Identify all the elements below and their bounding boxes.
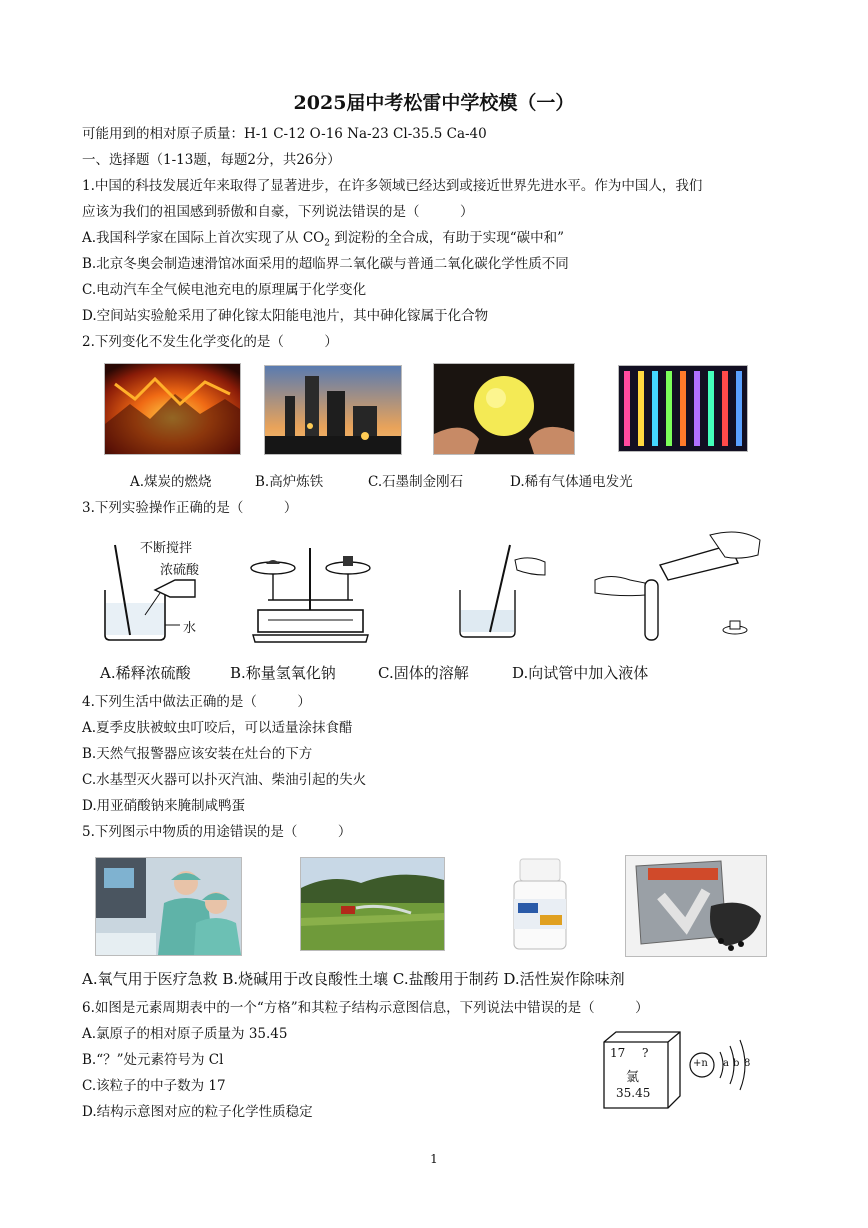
blast-furnace-image [264,365,402,455]
water-label: 水 [183,621,197,636]
q6-stem: 6.如图是元素周期表中的一个“方格”和其粒子结构示意图信息，下列说法中错误的是（ ） [82,1000,649,1016]
soil-field-image [300,857,445,951]
q1-option-b: B.北京冬奥会制造速滑馆冰面采用的超临界二氧化碳与普通二氧化碳化学性质不同 [82,256,569,272]
q2-option-d: D.稀有气体通电发光 [510,474,633,490]
q5-options: A.氧气用于医疗急救 B.烧碱用于改良酸性土壤 C.盐酸用于制药 D.活性炭作除味剂 [82,970,625,988]
q1-option-a: A.我国科学家在国际上首次实现了从 $CO_2$ 到淀粉的全合成，有助于实现“碳中和” [82,230,565,249]
section-heading: 一、选择题（1-13题，每题2分，共26分） [82,152,341,168]
q2-stem: 2.下列变化不发生化学变化的是（ ） [82,334,338,350]
q4-option-b: B.天然气报警器应该安装在灶台的下方 [82,746,313,762]
cell-atomic-number: 17 [610,1046,626,1060]
dissolve-solid-figure [455,540,550,640]
q3-option-c: C.固体的溶解 [378,664,469,682]
q1-option-d: D.空间站实验舱采用了砷化镓太阳能电池片，其中砷化镓属于化合物 [82,308,489,324]
q3-option-b: B.称量氢氧化钠 [230,664,336,682]
neon-lights-image [618,365,748,452]
q1-stem-line1: 1.中国的科技发展近年来取得了显著进步，在许多领域已经达到或接近世界先进水平。作为中国人，我们 [82,178,703,194]
nucleus-charge: +n [693,1058,708,1069]
shell-3-count: 8 [744,1058,751,1069]
q3-option-d: D.向试管中加入液体 [512,664,649,682]
shell-2-count: b [733,1058,740,1069]
q4-option-a: A.夏季皮肤被蚊虫叮咬后，可以适量涂抹食醋 [82,720,353,736]
balance-figure [248,540,373,645]
cell-element-name: 氯 [626,1070,640,1085]
coal-burning-image [104,363,241,455]
q1-option-c: C.电动汽车全气候电池充电的原理属于化学变化 [82,282,367,298]
q2-option-c: C.石墨制金刚石 [368,474,464,490]
dilute-sulfuric-acid-figure [100,535,215,645]
cell-symbol: ? [642,1046,649,1060]
q3-stem: 3.下列实验操作正确的是（ ） [82,500,298,516]
q6-option-b: B.“？”处元素符号为 Cl [82,1052,224,1068]
page-number: 1 [430,1152,438,1166]
acid-label: 浓硫酸 [160,563,200,578]
medical-oxygen-image [95,857,242,956]
q6-option-c: C.该粒子的中子数为 17 [82,1078,226,1094]
graphite-diamond-image [433,363,575,455]
q6-option-a: A.氯原子的相对原子质量为 35.45 [82,1026,288,1042]
q4-option-d: D.用亚硝酸钠来腌制咸鸭蛋 [82,798,246,814]
medicine-bottle-image [510,857,570,952]
q2-option-a: A.煤炭的燃烧 [130,474,212,490]
q2-option-b: B.高炉炼铁 [255,474,324,490]
periodic-cell [600,1030,682,1110]
q5-stem: 5.下列图示中物质的用途错误的是（ ） [82,824,352,840]
atom-structure-diagram [688,1030,758,1100]
cell-atomic-mass: 35.45 [616,1086,651,1100]
page-title: 2025届中考松雷中学校模（一） [293,92,575,114]
q4-stem: 4.下列生活中做法正确的是（ ） [82,694,311,710]
q3-option-a: A.稀释浓硫酸 [100,664,191,682]
stir-label: 不断搅拌 [140,541,193,556]
add-liquid-figure [590,525,768,645]
shell-1-count: a [723,1058,729,1069]
q1-stem-line2: 应该为我们的祖国感到骄傲和自豪，下列说法错误的是（ ） [82,204,474,220]
q6-option-d: D.结构示意图对应的粒子化学性质稳定 [82,1104,313,1120]
q4-option-c: C.水基型灭火器可以扑灭汽油、柴油引起的失火 [82,772,367,788]
atomic-masses: 可能用到的相对原子质量：H-1 C-12 O-16 Na-23 Cl-35.5 Ca-40 [82,126,487,142]
activated-carbon-image [625,855,767,957]
